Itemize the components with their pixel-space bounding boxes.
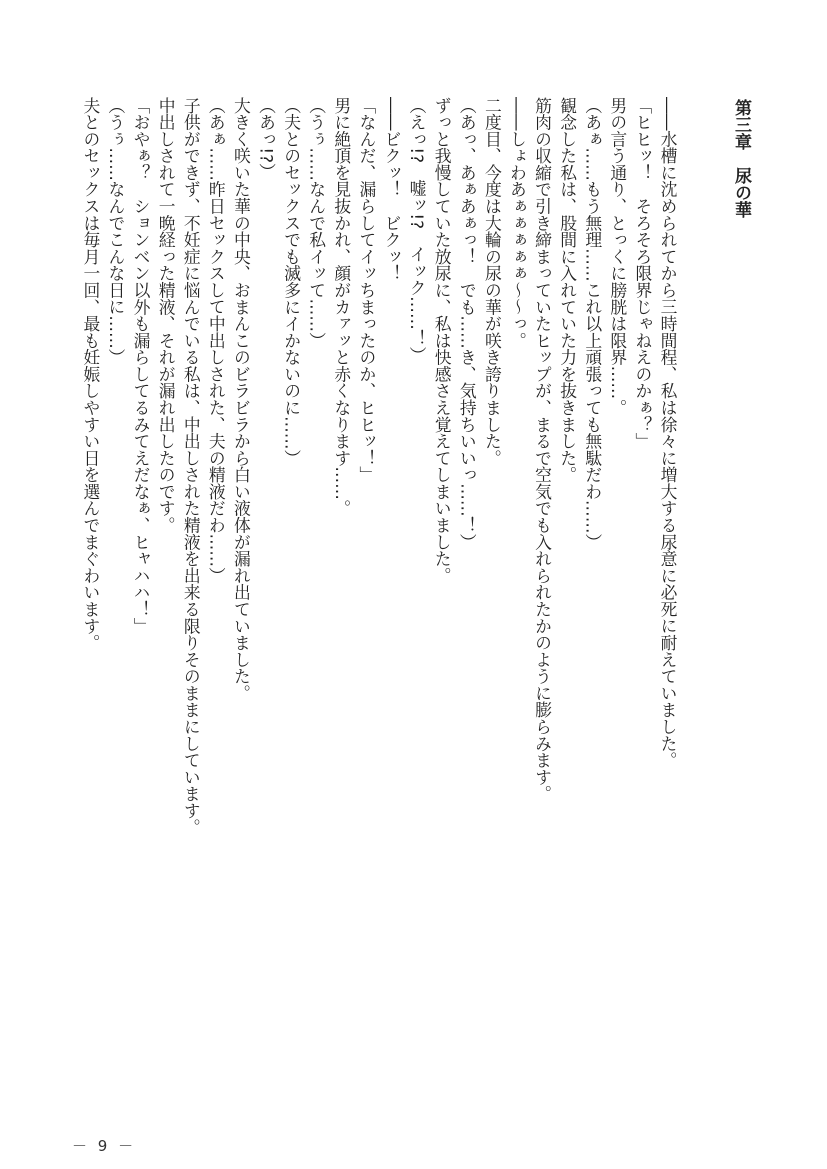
- vertical-text-body: [78, 97, 680, 836]
- text-line: ずっと我慢していた放尿に、私は快感さえ覚えてしまいました。: [432, 97, 453, 584]
- text-line: （うぅ……なんで私イッて……）: [306, 97, 327, 349]
- text-line: ――しょわあぁぁぁぁぁ～～っ。: [507, 97, 528, 349]
- text-line: 筋肉の収縮で引き締まっていたヒップが、まるで空気でも入れられたかのように膨らみます。: [532, 97, 553, 803]
- text-line: （あっ!?）: [256, 97, 277, 180]
- text-line: 「なんだ、漏らしてイッちまったのか、ヒヒッ！」: [356, 97, 377, 484]
- text-line: 「おやぁ？ ションベン以外も漏らしてるみてえだなぁ、ヒャハハ！」: [131, 97, 152, 635]
- text-line: ――ビクッ！ ビクッ！: [381, 97, 402, 282]
- text-line: 観念した私は、股間に入れていた力を抜きました。: [557, 97, 578, 484]
- text-line: （夫とのセックスでも滅多にイかないのに……）: [281, 97, 302, 467]
- text-line: 二度目、今度は大輪の尿の華が咲き誇りました。: [482, 97, 503, 467]
- text-line: （うぅ……なんでこんな日に……）: [105, 97, 126, 366]
- chapter-title: 第三章 尿の華: [731, 99, 751, 218]
- text-line: 大きく咲いた華の中央、おまんこのビラビラから白い液体が漏れ出ていました。: [231, 97, 252, 702]
- text-line: 「ヒヒッ！ そろそろ限界じゃねえのかぁ？」: [632, 97, 653, 450]
- text-line: 夫とのセックスは毎月一回、最も妊娠しやすい日を選んでまぐわいます。: [80, 97, 101, 652]
- page-number: － 9 －: [72, 1137, 137, 1155]
- text-line: （あっ、あぁあぁっ！ でも……き、気持ちいいっ……！）: [457, 97, 478, 551]
- text-line: 男に絶頂を見抜かれ、顔がカァッと赤くなります……。: [331, 97, 352, 517]
- text-line: 男の言う通り、とっくに膀胱は限界……。: [607, 97, 628, 416]
- text-line: （あぁ……昨日セックスして中出しされた、夫の精液だわ……）: [206, 97, 227, 584]
- text-line: （えっ!? 嘘ッ!? イック……！）: [407, 97, 428, 364]
- text-line: ――水槽に沈められてから三時間程、私は徐々に増大する尿意に必死に耐えていました。: [658, 97, 678, 769]
- text-line: 中出しされて一晩経った精液、それが漏れ出したのです。: [156, 97, 177, 534]
- text-line: （あぁ……もう無理……これ以上頑張っても無駄だわ……）: [582, 97, 603, 551]
- text-line: 子供ができず、不妊症に悩んでいる私は、中出しされた精液を出来る限りそのままにしています。: [181, 97, 202, 836]
